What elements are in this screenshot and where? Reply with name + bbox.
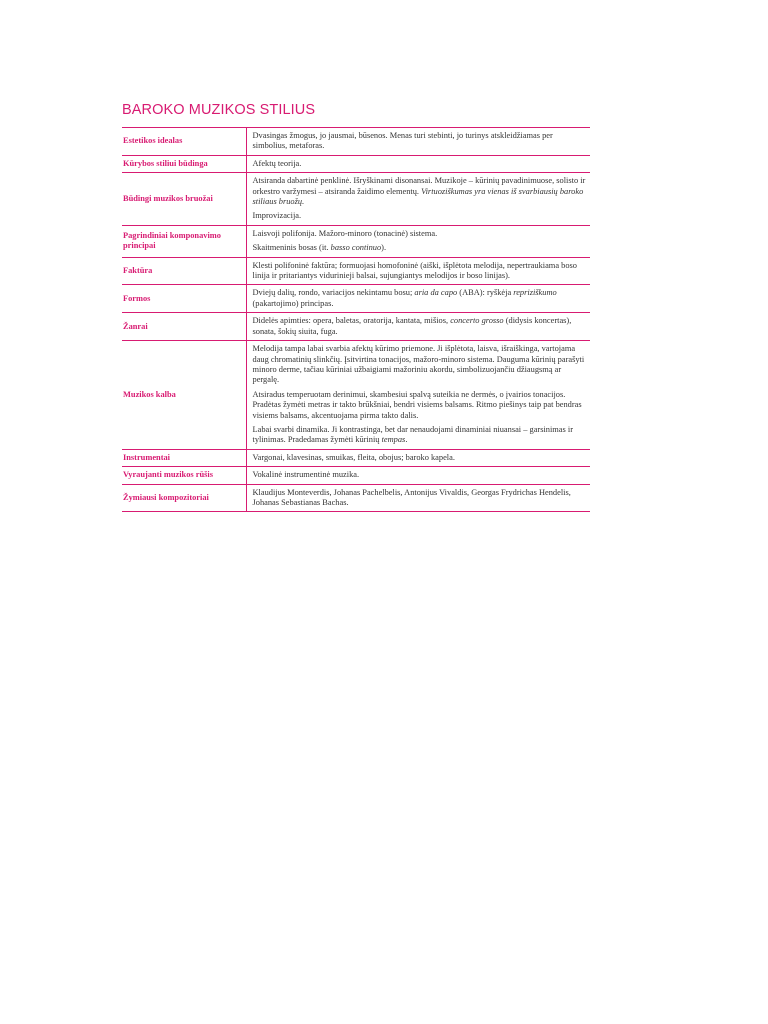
- row-label: Pagrindiniai komponavimo principai: [123, 231, 221, 251]
- text-run: Skaitmeninis bosas (it.: [252, 243, 331, 253]
- text-run: .: [405, 435, 408, 445]
- row-label: Instrumentai: [123, 452, 170, 462]
- row-content: [246, 225, 590, 257]
- row-content: [246, 128, 590, 156]
- table-row: [122, 128, 590, 156]
- row-content: [246, 341, 590, 450]
- content-paragraph: [253, 243, 587, 253]
- table-row: [122, 285, 590, 313]
- italic-term: repriziškumo: [513, 288, 557, 298]
- row-label: Žymiausi kompozitoriai: [123, 492, 209, 502]
- row-content: [246, 173, 590, 226]
- table-row: [122, 484, 590, 512]
- text-run: Vargonai, klavesinas, smuikas, fleita, obojus; baroko kapela.: [252, 452, 455, 462]
- italic-term: concerto grosso: [450, 316, 504, 326]
- text-run: (ABA): ryškėja: [457, 288, 514, 298]
- content-paragraph: [253, 316, 587, 337]
- content-paragraph: [253, 131, 587, 152]
- text-run: Klaudijus Monteverdis, Johanas Pachelbelis, Antonijus Vivaldis, Georgas Frydrichas Hendelis, Johanas Sebastianas Bachas.: [252, 487, 571, 507]
- row-content: [246, 285, 590, 313]
- style-table: [122, 127, 590, 512]
- row-label: Kūrybos stiliui būdinga: [123, 159, 208, 169]
- content-paragraph: [253, 261, 587, 282]
- text-run: Afektų teorija.: [252, 158, 302, 168]
- text-run: Improvizacija.: [252, 211, 302, 221]
- table-row: [122, 449, 590, 466]
- content-paragraph: [253, 425, 587, 446]
- content-paragraph: [253, 176, 587, 207]
- italic-term: tempas: [381, 435, 406, 445]
- content-paragraph: [253, 390, 587, 421]
- table-row: [122, 257, 590, 285]
- table-row: [122, 341, 590, 450]
- content-paragraph: [253, 453, 587, 463]
- content-paragraph: [253, 344, 587, 386]
- italic-term: aria da capo: [414, 288, 458, 298]
- text-run: Atsiranda dabartinė penklinė. Išryškinami disonansai. Muzikoje – kūrinių pavadinimuose, solisto ir orkestro varžymesi – atsiranda žaidimo elementų.: [252, 176, 586, 196]
- row-label: Vyraujanti muzikos rūšis: [123, 470, 213, 480]
- table-row: [122, 313, 590, 341]
- text-run: Dvasingas žmogus, jo jausmai, būsenos. Menas turi stebinti, jo turinys atskleidžiamas per simbolius, metaforas.: [252, 131, 553, 151]
- text-run: Labai svarbi dinamika. Ji kontrastinga, bet dar nenaudojami dinaminiai niuansai – garsinimas ir tylinimas. Pradedamas žymėti kūrinių: [252, 424, 573, 445]
- italic-term: basso continuo: [330, 243, 382, 253]
- text-run: Laisvoji polifonija. Mažoro-minoro (tonacinė) sistema.: [252, 228, 438, 238]
- text-run: Klesti polifoninė faktūra; formuojasi homofoninė (aiški, išplėtota melodija, nepertraukiama boso linija ir pritariantys vidurinieji balsai, sujungiantys melodijos ir boso linijas).: [252, 260, 577, 281]
- italic-term: Virtuoziškumas yra vienas iš svarbiausių baroko stiliaus bruožų.: [252, 186, 584, 207]
- row-content: [246, 313, 590, 341]
- content-paragraph: [253, 488, 587, 509]
- text-run: Didelės apimties: opera, baletas, oratorija, kantata, mišios,: [252, 316, 451, 326]
- content-paragraph: [253, 211, 587, 221]
- text-run: Vokalinė instrumentinė muzika.: [252, 470, 360, 480]
- row-label: Faktūra: [123, 266, 153, 276]
- table-row: [122, 225, 590, 257]
- row-content: [246, 155, 590, 172]
- text-run: Dviejų dalių, rondo, variacijos nekintamu bosu;: [252, 288, 415, 298]
- row-label: Būdingi muzikos bruožai: [123, 194, 213, 204]
- table-row: [122, 173, 590, 226]
- row-content: [246, 484, 590, 512]
- text-run: Atsiradus temperuotam derinimui, skambesiui spalvą suteikia ne dermės, o įvairios tonacijos. Pradėtas žymėti metras ir takto brūkšniai, bendri visiems balsams. Ritmo piešinys taip pat bendras visiems balsams, akcentuojama pirma takto dalis.: [252, 389, 582, 420]
- row-content: [246, 257, 590, 285]
- text-run: ).: [381, 243, 387, 253]
- content-paragraph: [253, 288, 587, 309]
- row-label: Muzikos kalba: [123, 389, 176, 399]
- text-run: (didysis koncertas), sonata, šokių siuita, fuga.: [252, 316, 572, 336]
- content-paragraph: [253, 159, 587, 169]
- text-run: Melodija tampa labai svarbia afektų kūrimo priemone. Ji išplėtota, laisva, išraiškinga, vartojama daug chromatinių slinkčių. Įsitvirtina tonacijos, mažoro-minoro sistema. Dauguma kūrinių parašyti minoro derme, tačiau kūriniai užbaigiami mažoriniu akordu, simbolizuojančiu džiaugsmą ar pergalę.: [252, 344, 585, 385]
- text-run: (pakartojimo) principas.: [252, 298, 334, 308]
- page-title: BAROKO MUZIKOS STILIUS: [122, 102, 316, 118]
- row-label: Formos: [123, 293, 151, 303]
- row-content: [246, 449, 590, 466]
- row-content: [246, 467, 590, 484]
- table-body: [122, 128, 590, 512]
- row-label: Estetikos idealas: [123, 136, 183, 146]
- table-row: [122, 467, 590, 484]
- document: [122, 102, 590, 512]
- row-label: Žanrai: [123, 321, 148, 331]
- table-row: [122, 155, 590, 172]
- content-paragraph: [253, 229, 587, 239]
- content-paragraph: [253, 470, 587, 480]
